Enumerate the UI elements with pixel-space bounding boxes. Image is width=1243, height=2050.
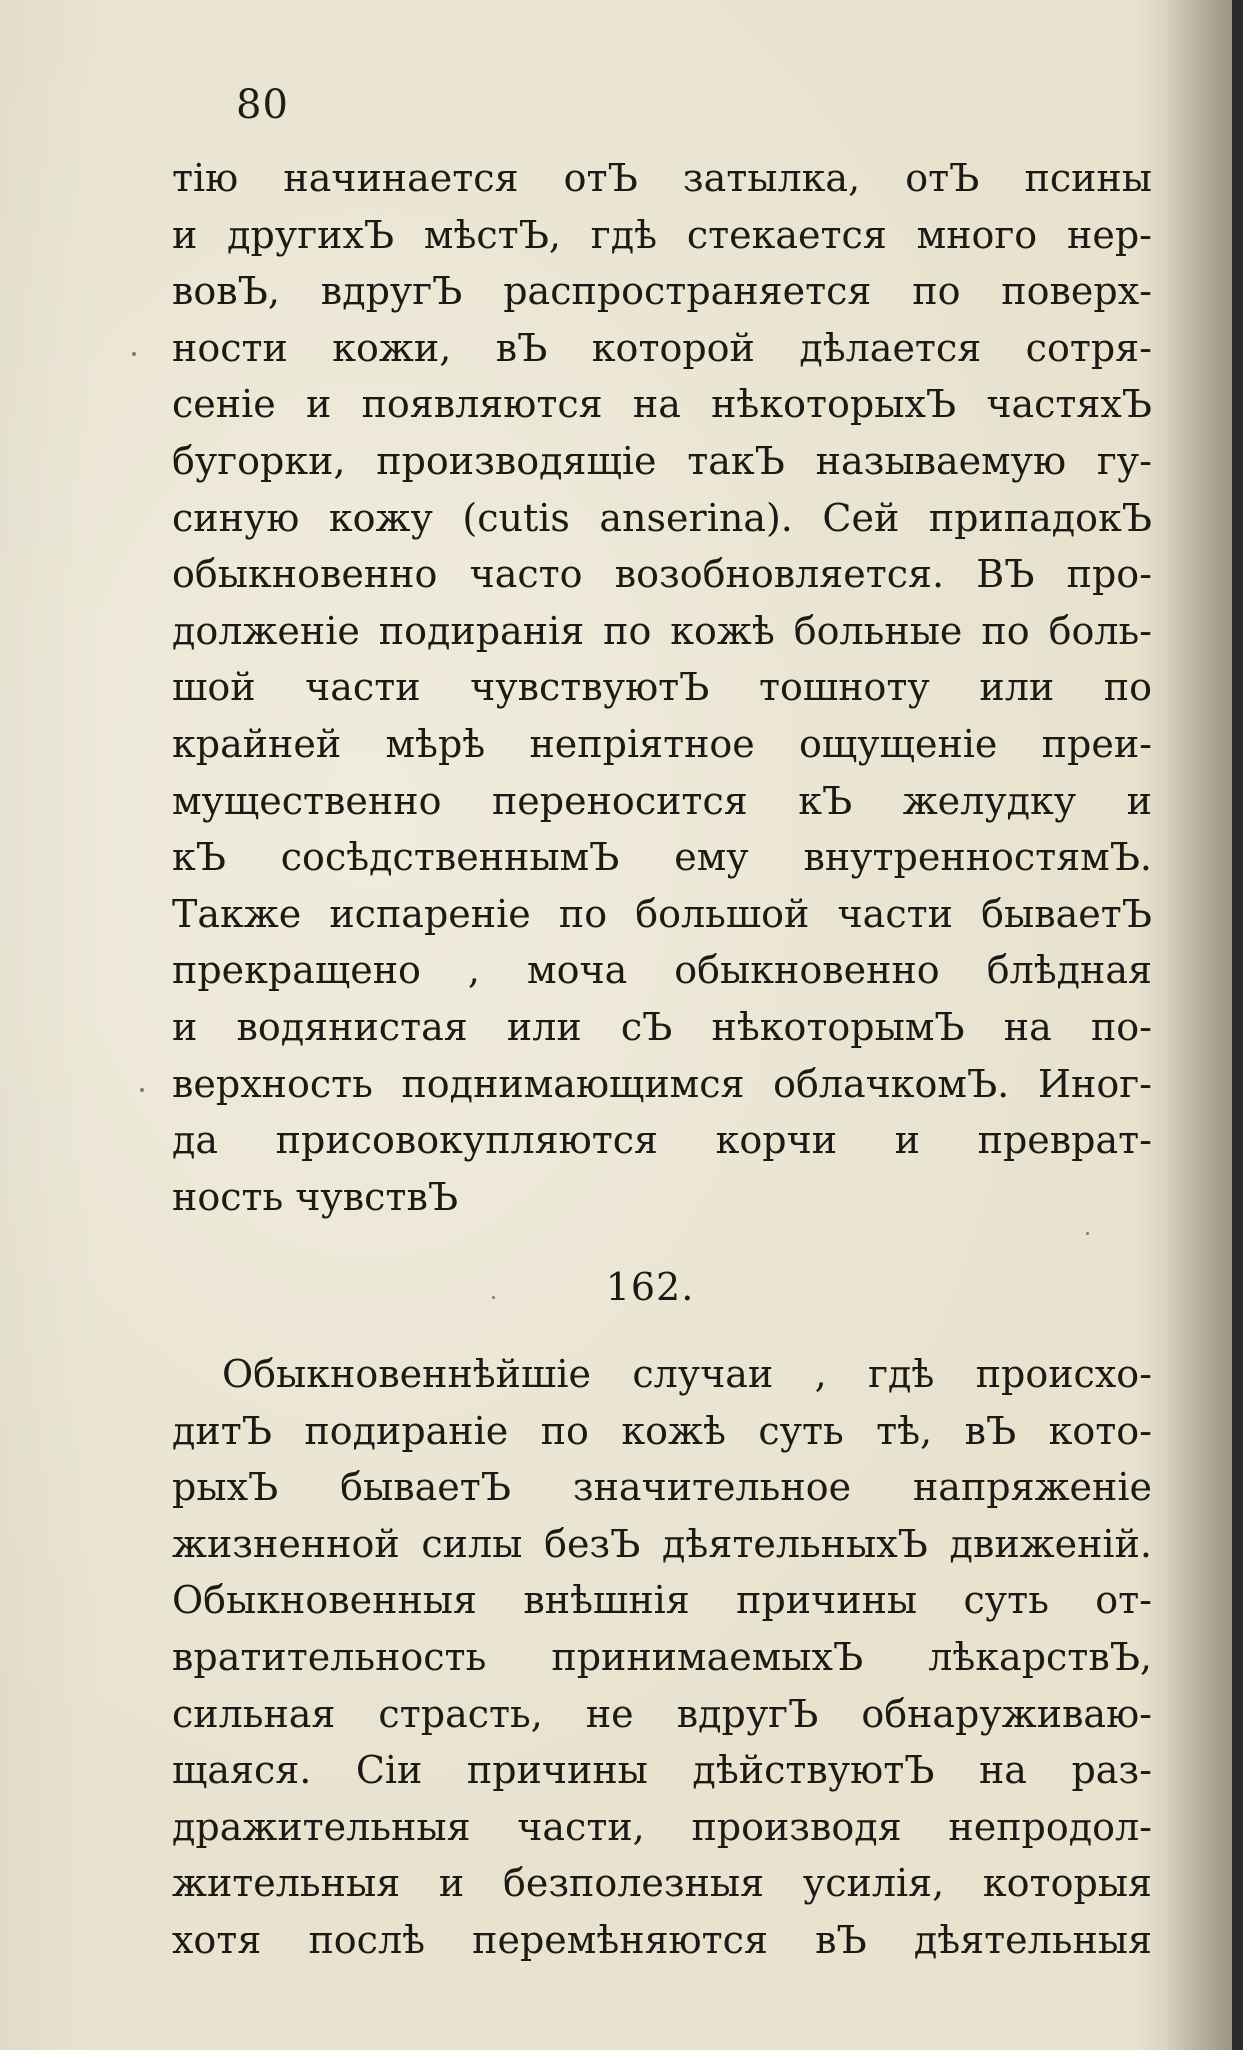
text-line: дитЪ подираніе по кожѣ суть тѣ, вЪ кото- — [172, 1408, 1152, 1453]
text-line: верхность поднимающимся облачкомЪ. Иног- — [172, 1061, 1152, 1106]
text-line: прекращено , моча обыкновенно блѣдная — [172, 948, 1152, 993]
text-line: рыхЪ бываетЪ значительное напряженіе — [172, 1465, 1152, 1510]
text-line: жительныя и безполезныя усилія, которыя — [172, 1861, 1152, 1906]
page-number: 80 — [236, 82, 289, 128]
paper-speck — [140, 1088, 144, 1092]
text-line: жизненной силы безЪ дѣятельныхЪ движеній. — [172, 1521, 1152, 1566]
text-line: щаяся. Сіи причины дѣйствуютЪ на раз- — [172, 1748, 1152, 1793]
text-line: ность чувствЪ — [172, 1174, 459, 1219]
paragraph-1 — [172, 150, 1152, 1225]
text-line: шой части чувствуютЪ тошноту или по — [172, 665, 1152, 710]
text-line: хотя послѣ перемѣняются вЪ дѣятельныя — [172, 1917, 1152, 1962]
text-line: крайней мѣрѣ непріятное ощущеніе преи- — [172, 721, 1152, 766]
text-line: мущественно переносится кЪ желудку и — [172, 778, 1152, 823]
text-line: и другихЪ мѣстЪ, гдѣ стекается много нер- — [172, 212, 1152, 257]
text-line: обыкновенно часто возобновляется. ВЪ про- — [172, 552, 1152, 597]
text-line: ности кожи, вЪ которой дѣлается сотря- — [172, 325, 1152, 370]
page-edge-shadow — [1162, 0, 1232, 2050]
paper-speck — [492, 1296, 495, 1299]
text-line: бугорки, производящіе такЪ называемую гу- — [172, 438, 1152, 483]
text-line: Обыкновеннѣйшіе случаи , гдѣ происхо- — [222, 1352, 1152, 1396]
text-line: сильная страсть, не вдругЪ обнаруживаю- — [172, 1691, 1152, 1736]
text-line: долженіе подиранія по кожѣ больные по боль- — [172, 608, 1152, 653]
text-line: кЪ сосѣдственнымЪ ему внутренностямЪ. — [172, 835, 1152, 880]
section-number: 162. — [605, 1265, 695, 1309]
text-line: тію начинается отЪ затылка, отЪ псины — [172, 156, 1152, 200]
text-line: синую кожу (cutis anserina). Сей припадокЪ — [172, 495, 1152, 540]
text-line: Также испареніе по большой части бываетЪ — [172, 891, 1152, 936]
text-line: дражительныя части, производя непродол- — [172, 1804, 1152, 1849]
text-line: вратительность принимаемыхЪ лѣкарствЪ, — [172, 1634, 1152, 1679]
paragraph-2 — [172, 1346, 1152, 1969]
text-line: да присовокупляются корчи и преврат- — [172, 1118, 1152, 1163]
text-line: и водянистая или сЪ нѣкоторымЪ на по- — [172, 1004, 1152, 1049]
text-line: Обыкновенныя внѣшнія причины суть от- — [172, 1578, 1152, 1623]
paper-speck — [1086, 1232, 1089, 1235]
text-line: сеніе и появляются на нѣкоторыхЪ частяхЪ — [172, 382, 1152, 427]
text-line: вовЪ, вдругЪ распространяется по поверх- — [172, 269, 1152, 314]
paper-speck — [132, 352, 136, 356]
